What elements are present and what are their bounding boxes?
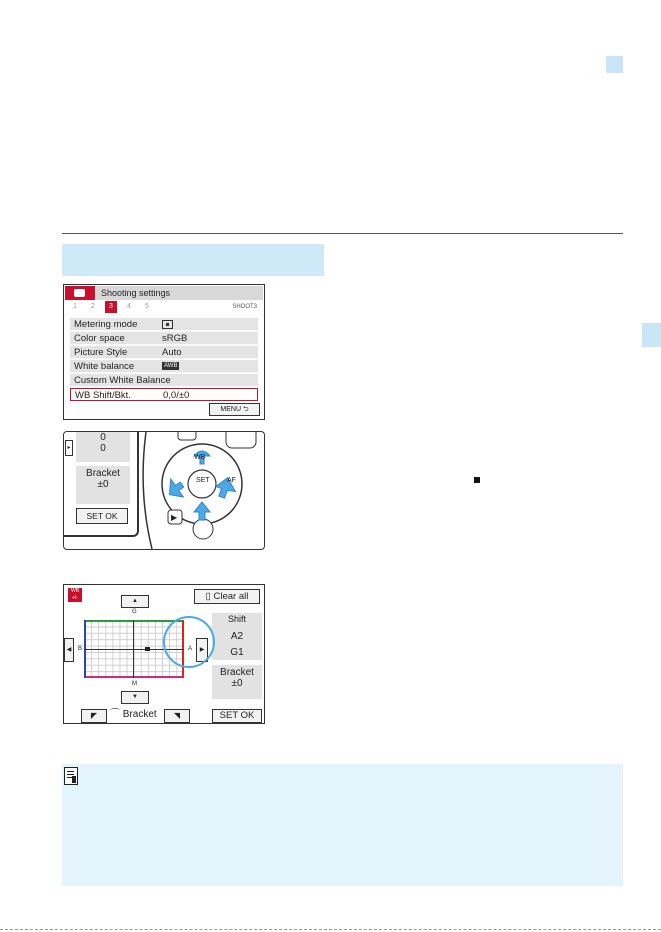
tab-5[interactable]: 5	[145, 303, 149, 310]
camera-icon	[74, 289, 85, 297]
chapter-tab-top	[606, 56, 623, 73]
menu-item-label: Picture Style	[74, 347, 128, 358]
bracket-dial-hint	[110, 709, 157, 721]
axis-label-b: B	[78, 646, 83, 652]
dial-set-text[interactable]: SET	[196, 477, 210, 484]
dial-icon: ⌒	[110, 709, 120, 720]
clear-all-label: Clear all	[213, 591, 249, 602]
axis-label-g: G	[132, 609, 137, 615]
page-trim-line	[0, 929, 661, 930]
wb-cursor[interactable]	[145, 647, 150, 651]
shift-a-value: A2	[230, 631, 244, 642]
menu-item-label: Custom White Balance	[74, 375, 171, 386]
menu-item-white-balance[interactable]	[70, 360, 258, 373]
dial-af-text: AF	[227, 477, 236, 484]
menu-item-value: sRGB	[162, 333, 188, 344]
menu-item-wb-shift[interactable]	[70, 388, 258, 401]
tab-4[interactable]: 4	[127, 303, 131, 310]
svg-text:▶: ▶	[171, 513, 178, 522]
left-arrow-icon: ▸	[65, 440, 73, 456]
bracket-dial-label: Bracket	[122, 709, 157, 720]
shift-label: Shift	[227, 614, 246, 624]
bracket-value: ±0	[231, 678, 243, 689]
highlight-circle	[163, 616, 215, 668]
menu-item-custom-white-balance[interactable]	[70, 374, 258, 387]
bracket-value: ±0	[97, 479, 109, 490]
bracket-panel	[76, 466, 130, 504]
menu-item-value: Auto	[162, 347, 182, 358]
bracket-panel	[212, 665, 262, 699]
tab-code: SHOOT3	[232, 304, 257, 310]
camera-tab[interactable]	[65, 286, 95, 300]
menu-item-metering-mode[interactable]	[70, 318, 258, 331]
menu-item-color-space[interactable]	[70, 332, 258, 345]
metering-icon	[162, 318, 173, 331]
menu-item-label: WB Shift/Bkt.	[75, 390, 131, 401]
lcd-screen	[64, 432, 139, 537]
left-arrow-button[interactable]: ◀	[64, 638, 74, 662]
axis-label-a: A	[188, 646, 193, 652]
note-icon	[64, 767, 78, 785]
shift-value: 0	[100, 432, 106, 443]
menu-item-value: 0,0/±0	[163, 390, 190, 401]
awb-badge-wrap	[162, 360, 179, 373]
set-ok-button[interactable]: SET OK	[212, 709, 262, 723]
tab-2[interactable]: 2	[91, 303, 95, 310]
set-ok-button[interactable]: SET OK	[76, 508, 128, 524]
clear-all-button[interactable]	[194, 589, 260, 604]
control-dial-illustration	[138, 432, 264, 549]
bracket-label: Bracket	[86, 468, 120, 479]
shift-values-panel	[76, 432, 130, 462]
menu-item-picture-style[interactable]	[70, 346, 258, 359]
axis-label-m: M	[132, 681, 137, 687]
menu-item-label: Metering mode	[74, 319, 138, 330]
bracket-label: Bracket	[220, 667, 254, 678]
dial-wb-text: WB	[194, 454, 206, 461]
magenta-edge	[84, 676, 184, 678]
wb-shift-icon: WB +/-	[68, 588, 82, 602]
wb-shift-screen	[63, 584, 265, 724]
down-arrow-button[interactable]: ▼	[121, 691, 149, 704]
up-arrow-button[interactable]: ▲	[121, 595, 149, 608]
menu-title: Shooting settings	[101, 288, 171, 298]
square-bullet-icon	[474, 477, 480, 483]
menu-title-bar	[65, 286, 263, 300]
section-heading-bar	[62, 244, 324, 276]
menu-back-button[interactable]: MENU ⮌	[209, 403, 260, 416]
camera-back-figure	[63, 431, 265, 550]
shift-panel	[212, 613, 262, 660]
shift-g-value: G1	[230, 647, 244, 658]
green-edge	[84, 620, 184, 622]
menu-item-label: White balance	[74, 361, 135, 372]
shift-value: 0	[100, 443, 106, 454]
menu-screen	[63, 284, 265, 420]
dial-left-button[interactable]: ◤	[81, 709, 107, 723]
tab-1[interactable]: 1	[73, 303, 77, 310]
dial-right-button[interactable]: ◥	[164, 709, 190, 723]
tab-3[interactable]: 3	[105, 301, 117, 313]
awb-badge: AWB	[164, 363, 178, 370]
menu-tabs	[65, 301, 263, 313]
note-box	[62, 764, 623, 886]
right-arrow-button[interactable]: ▶	[196, 638, 208, 662]
section-rule	[62, 233, 623, 234]
chapter-tab-side	[642, 323, 661, 347]
menu-item-label: Color space	[74, 333, 125, 344]
trash-icon: ▯	[205, 591, 211, 602]
